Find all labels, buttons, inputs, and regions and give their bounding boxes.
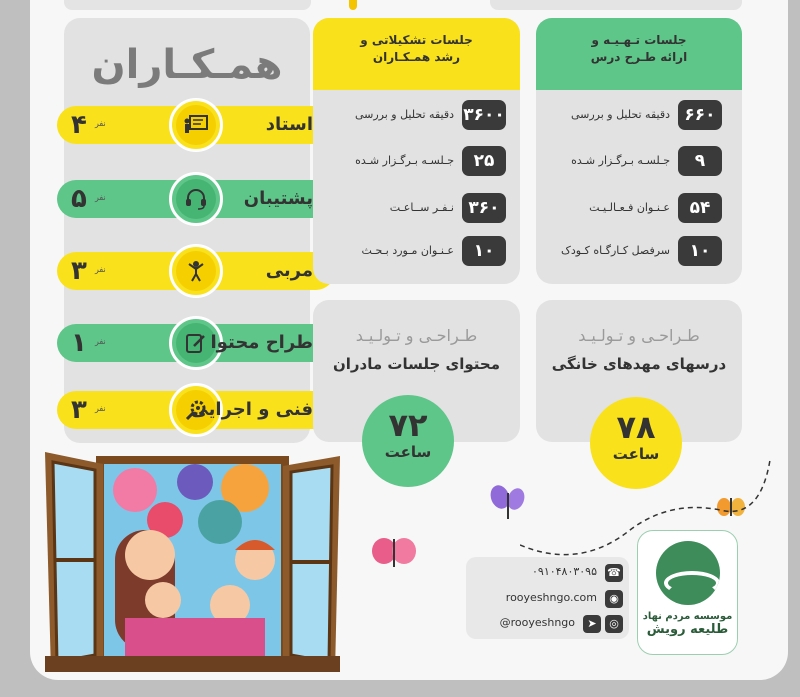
stat-value: ۶۶۰ [678,100,722,130]
teacher-board-icon [169,98,223,152]
production-title: طـراحـی و تـولـیـد [578,326,700,345]
stat-row [550,236,722,266]
team-member-teacher [57,106,335,144]
stat-row [334,236,506,266]
coach-whistle-icon [169,244,223,298]
member-role: استاد [265,114,313,135]
member-unit: نفر [95,404,106,413]
sessions-growth-panel [313,18,520,284]
production-title: طـراحـی و تـولـیـد [355,326,478,345]
top-bar-left [64,0,311,10]
hours-value: ۷۲ [388,406,428,444]
headset-icon [169,172,223,226]
member-count: ۳ [71,395,87,425]
team-title: همـکـاران [91,42,283,88]
contact-social[interactable]: @rooyeshngo [499,616,575,629]
telegram-icon: ➤ [583,615,601,633]
hours-value: ۷۸ [616,408,656,446]
sessions-lesson-plan-panel [536,18,742,284]
contact-phone-row [473,564,623,584]
globe-icon: ◉ [605,590,623,608]
header-line: رشد همـکـاران [372,50,461,64]
stat-value: ۳۶۰ [462,193,506,223]
stat-value: ۵۴ [678,193,722,223]
contact-website[interactable]: rooyeshngo.com [505,591,597,604]
stat-row [334,193,506,223]
stat-value: ۱۰ [462,236,506,266]
instagram-icon: ◎ [605,615,623,633]
stat-label: عـنـوان فـعـالـیـت [589,201,670,214]
stat-value: ۹ [678,146,722,176]
header-line: جلسات تشکیلاتی و [360,33,473,47]
member-count: ۱ [71,328,87,358]
member-role: مربی [265,260,313,281]
top-bar-accent [349,0,357,10]
team-member-content-designer [57,324,335,362]
team-panel [64,18,313,443]
stat-label: جـلسـه بـرگـزار شـده [571,154,670,167]
sessions-lesson-plan-header [536,18,742,90]
stat-row [334,146,506,176]
sessions-growth-header [313,18,520,90]
member-role: طراح محتوا [210,332,313,353]
team-member-technical [57,391,335,429]
member-role: پشتیبان [243,188,313,209]
logo-line-2: طلیعه رویش [646,622,729,637]
team-member-coach [57,252,335,290]
stat-value: ۲۵ [462,146,506,176]
stat-label: سرفصل کـارگـاه کـودک [561,244,670,257]
phone-icon: ☎ [605,564,623,582]
production-subtitle: درسهای مهدهای خانگی [551,355,727,373]
member-unit: نفر [95,337,106,346]
hours-unit: ساعت [384,443,432,461]
member-count: ۵ [71,184,87,214]
top-bar-right [490,0,742,10]
contact-website-row [473,590,623,610]
production-subtitle: محتوای جلسات مادران [332,355,501,373]
stat-row [550,100,722,130]
logo-emblem-icon [656,541,720,605]
butterfly-pink-icon [370,533,418,573]
stat-label: عـنـوان مـورد بـحـث [361,244,454,257]
header-line: ارائه طـرح درس [590,50,688,64]
stat-label: دقیقه تحلیل و بررسی [570,108,670,121]
hours-unit: ساعت [612,445,660,463]
contact-social-row [473,615,623,635]
contact-box [466,557,629,639]
stat-value: ۱۰ [678,236,722,266]
stat-row [550,193,722,223]
stat-label: دقیقه تحلیل و بررسی [354,108,454,121]
member-unit: نفر [95,193,106,202]
stat-label: جـلسـه بـرگـزار شـده [355,154,454,167]
contact-phone[interactable]: ۰۹۱۰۴۸۰۳۰۹۵ [532,565,597,578]
hours-badge-mothers [362,395,454,487]
stat-row [334,100,506,130]
team-member-support [57,180,335,218]
header-line: جلسات تـهـیـه و [591,33,687,47]
member-unit: نفر [95,119,106,128]
member-count: ۳ [71,256,87,286]
organization-logo [637,530,738,655]
member-role: فنی و اجرایی [190,399,313,420]
stat-value: ۳۶۰۰ [462,100,506,130]
stat-label: نـفـر ســاعـت [389,201,454,214]
member-count: ۴ [71,110,87,140]
member-unit: نفر [95,265,106,274]
stat-row [550,146,722,176]
logo-line-1: موسسه مردم نهاد [642,611,733,622]
window-family-illustration [45,450,340,672]
